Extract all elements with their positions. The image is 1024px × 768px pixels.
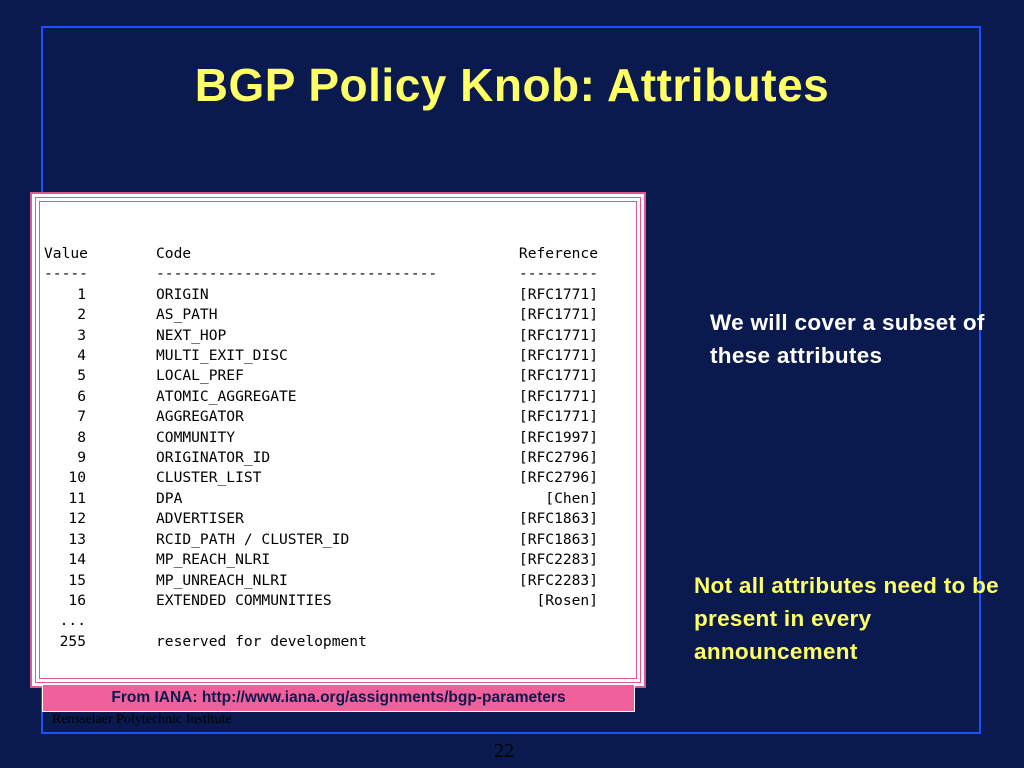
- row-code: ADVERTISER: [156, 510, 244, 528]
- table-row: [44, 468, 598, 488]
- row-reference: [RFC1771]: [518, 347, 598, 365]
- row-reference: [RFC1997]: [518, 428, 598, 446]
- row-code: MULTI_EXIT_DISC: [156, 347, 288, 365]
- row-value: 2: [77, 306, 86, 324]
- row-value: 11: [68, 489, 86, 507]
- row-value: 16: [68, 591, 86, 609]
- row-reference: [RFC1771]: [518, 367, 598, 385]
- row-code: LOCAL_PREF: [156, 367, 244, 385]
- row-reference: [RFC2283]: [518, 571, 598, 589]
- rule-code: --------------------------------: [156, 265, 438, 283]
- row-code: RCID_PATH / CLUSTER_ID: [156, 530, 350, 548]
- rule-reference: ---------: [518, 265, 598, 283]
- row-code: AS_PATH: [156, 306, 218, 324]
- table-row: [44, 428, 598, 448]
- table-row: [44, 611, 598, 631]
- row-value: 8: [77, 428, 86, 446]
- table-row: [44, 387, 598, 407]
- row-code: [156, 611, 506, 631]
- rule-value: -----: [44, 265, 88, 283]
- row-value: 10: [68, 469, 86, 487]
- row-reference: [RFC1863]: [518, 510, 598, 528]
- slide-title: BGP Policy Knob: Attributes: [194, 59, 830, 111]
- table-row: [44, 632, 598, 652]
- row-value: 9: [77, 449, 86, 467]
- table-row: [44, 448, 598, 468]
- table-row: [44, 407, 598, 427]
- row-code: COMMUNITY: [156, 428, 236, 446]
- page-number: 22: [494, 740, 514, 762]
- source-label: From IANA: http://www.iana.org/assignments/bgp-parameters: [42, 684, 635, 712]
- table-row: [44, 591, 598, 611]
- row-code: MP_REACH_NLRI: [156, 551, 271, 569]
- row-value: 12: [68, 510, 86, 528]
- row-value: 6: [77, 387, 86, 405]
- table-body: [44, 285, 598, 652]
- row-code: ATOMIC_AGGREGATE: [156, 387, 297, 405]
- row-reference: [RFC1771]: [518, 387, 598, 405]
- row-code: DPA: [156, 489, 183, 507]
- table-row: [44, 509, 598, 529]
- row-code: ORIGIN: [156, 285, 209, 303]
- row-value: 5: [77, 367, 86, 385]
- row-reference: [Rosen]: [536, 591, 598, 609]
- row-code: AGGREGATOR: [156, 408, 244, 426]
- row-reference: [RFC1771]: [518, 285, 598, 303]
- row-code: EXTENDED COMMUNITIES: [156, 591, 332, 609]
- row-value: 15: [68, 571, 86, 589]
- row-value: 7: [77, 408, 86, 426]
- row-code: reserved for development: [156, 632, 367, 650]
- row-value: 14: [68, 551, 86, 569]
- row-reference: [RFC2796]: [518, 469, 598, 487]
- table-row: [44, 530, 598, 550]
- row-code: ORIGINATOR_ID: [156, 449, 271, 467]
- note-not-all-present: Not all attributes need to be present in every announcement: [694, 573, 999, 664]
- row-reference: [RFC1771]: [518, 306, 598, 324]
- table-header-row: [44, 244, 598, 264]
- row-value: 13: [68, 530, 86, 548]
- table-row: [44, 489, 598, 509]
- row-reference: [506, 632, 598, 652]
- table-row: [44, 305, 598, 325]
- attribute-table-box: [30, 192, 646, 688]
- row-value: ...: [59, 612, 86, 630]
- header-code: Code: [156, 245, 192, 262]
- table-row: [44, 326, 598, 346]
- institute-footer: Rensselaer Polytechnic Institute: [52, 712, 232, 727]
- row-reference: [RFC2796]: [518, 449, 598, 467]
- row-reference: [RFC1771]: [518, 408, 598, 426]
- row-code: NEXT_HOP: [156, 326, 227, 344]
- header-reference: Reference: [518, 245, 598, 262]
- table-row: [44, 571, 598, 591]
- row-reference: [RFC1863]: [518, 530, 598, 548]
- row-value: 255: [59, 632, 86, 650]
- row-code: CLUSTER_LIST: [156, 469, 262, 487]
- row-code: MP_UNREACH_NLRI: [156, 571, 288, 589]
- table-row: [44, 366, 598, 386]
- table-rule-row: [44, 264, 598, 284]
- header-value: Value: [44, 245, 88, 262]
- row-value: 3: [77, 326, 86, 344]
- row-value: 4: [77, 347, 86, 365]
- attribute-table: [44, 244, 598, 652]
- table-row: [44, 346, 598, 366]
- row-value: 1: [77, 285, 86, 303]
- row-reference: [RFC1771]: [518, 326, 598, 344]
- note-cover-subset: We will cover a subset of these attributes: [710, 310, 985, 368]
- table-row: [44, 285, 598, 305]
- row-reference: [Chen]: [545, 489, 598, 507]
- table-row: [44, 550, 598, 570]
- row-reference: [RFC2283]: [518, 551, 598, 569]
- row-reference: [506, 611, 598, 631]
